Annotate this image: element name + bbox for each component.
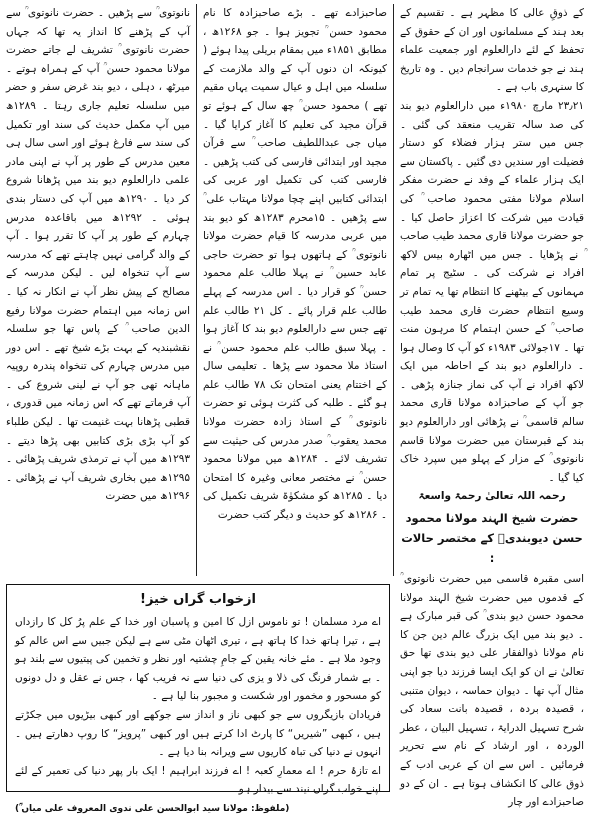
- dua-line: رحمہ اللہ تعالیٰ رحمۃ واسعۃ: [418, 490, 566, 503]
- quote-paragraph: اے تازۂ حرم ! اے معمارِ کعبہ ! اے فرزند ابراہیم ! ایک بار پھر دنیا کی تعمیر کے لئے اپنے خواب گراں نیند سے بیدار ہو ۔: [15, 764, 381, 796]
- column-divider: [196, 4, 197, 576]
- paragraph: صاحبزادے تھے ۔ بڑے صاحبزادہ کا نام محمود حسن ؒ تجویز ہوا ۔ جو ۱۲۶۸ھ ، مطابق ۱۸۵۱ء میں بمقام بریلی پیدا ہوئے ( کیونکہ ان دنوں آپ کے والد ملازمت کے سلسلہ میں اہل و عیال سمیت یہاں مقیم تھے ) محمود حسن ؒ چھ سال کے ہوئے تو قرآن مجید کی تعلیم کا آغاز کرایا گیا ۔ میاں جی عبداللطیف صاحب ؒ سے قرآن مجید اور ابتدائی فارسی کی کتب پڑھیں ۔ فارسی کتب کی تکمیل اور عربی کی ابتدائی کتابیں اپنے چچا مولانا مہتاب علی ؒ سے پڑھیں ۔ ۱۵محرم ۱۲۸۳ھ کو دیو بند میں عربی مدرسہ کا قیام حضرت مولانا نانوتوی ؒ کے ہاتھوں ہوا تو حضرت حاجی عابد حسین ؒ نے پہلا طالب علم محمود حسن ؒ کو قرار دیا ۔ اس مدرسہ کے پہلے طالب علم قرار پائے ۔ کل ۲۱ طالب علم تھے جس سے دارالعلوم دیو بند کا آغاز ہوا ۔ پہلا سبق طالب علم محمود حسن ؒ نے استاذ ملا محمود سے پڑھا ۔ تعلیمی سال کے اختتام یعنی امتحان تک ۷۸ طالب علم ہو گئے ۔ طلبہ کی کثرت ہوئی تو حضرت نانوتوی ؒ کے استاذ زادہ حضرت مولانا محمد یعقوب ؒ صدر مدرس کی حیثیت سے تشریف لائے ۔ ۱۲۸۴ھ میں مولانا محمود حسن ؒ نے مختصر معانی وغیرہ کا امتحان دیا ۔ ۱۲۸۵ھ کو مشکوٰۃ شریف تکمیل کی ۔ ۱۲۸۶ھ کو حدیث و دیگر کتب حضرت: [203, 7, 387, 522]
- quote-box-title: ازخواب گراں خیز!: [140, 592, 256, 607]
- column-divider: [393, 4, 394, 576]
- quote-paragraph: اے مرد مسلمان ! تو ناموس ازل کا امین و پاسبان اور خدا کے علم پرُ کل کا رازداں ہے ، تیرا ہاتھ خدا کا ہاتھ ہے ، تیری اٹھان مٹی سے ہے لیکن جبیں سے اس عالم کو وجود ملا ہے ۔ مئے خانہ یقین کے جامِ چشتیہ اور نظر و تخمین کی پیتیوں سے بلند ہو ۔ بے شمار فرنگ کی ذلا و یزی کی دنیا سے نہ فریب کھا ، جس نے عقل و دل دونوں کو مسحور و مخمور اور شکست و مجبور بنا لیا ہے ۔: [15, 616, 381, 703]
- column-middle: [203, 4, 387, 576]
- column-right: [399, 4, 584, 809]
- paragraph: ۲۳٫۲۱ مارچ ۱۹۸۰ء میں دارالعلوم دیو بند کی صد سالہ تقریب منعقد کی گئی ۔ جس میں ستر ہزار فضلاء کو دستار فضیلت اور سندیں دی گئیں ۔ پاکستان سے ایک ہزار علماء کے وفد نے حضرت مفکر اسلام مولانا مفتی محمود صاحب ؒ کی قیادت میں شرکت کا اعزاز حاصل کیا ۔ جو حضرت مولانا قاری محمد طیب صاحب ؒ نے پڑھایا ۔ جس میں اٹھارہ بیس لاکھ افراد نے شرکت کی ۔ سٹیج پر تمام مہمانوں کے بیٹھنے کا انتظام تھا یہ تمام تر وسیع انتظام حضرت قاری محمد طیب صاحب ؒ کے حسن اہتمام کا مرہون منت تھا ۔ ۱۷جولائی ۱۹۸۳ء کو آپ کا وصال ہوا ۔ دارالعلوم دیو بند کے احاطہ میں ایک لاکھ افراد نے آپ کی نماز جنازہ پڑھی ۔ جو آپ کے صاحبزادہ مولانا قاری محمد سالم قاسمی ؒ نے پڑھائی اور دارالعلوم دیو بند کے قبرستان میں حضرت مولانا قاسم نانوتوی ؒ کے مزار کے پہلو میں سپرد خاک کیا گیا ۔: [400, 99, 584, 484]
- quote-paragraph: فریادان بازیگروں سے جو کبھی ناز و انداز سے جوکھے اور کبھی بیڑیوں میں جکڑتے ہیں ، کبھی ”شیریں“ کا پارٹ ادا کرتے ہیں اور کبھی ”پرویز“ کا روپ دھارتے ہیں ۔ انہوں نے دنیا کی تباہ کاریوں سے ویرانہ بنا دیا ہے ۔: [15, 708, 381, 759]
- paragraph: نانوتوی ؒ سے پڑھیں ۔ حضرت نانوتوی ؒ سے آپ کے پڑھنے کا انداز یہ تھا کہ جہاں حضرت نانوتوی ؒ تشریف لے جاتے حضرت مولانا محمود حسن ؒ آپ کے ہمراہ ہوتے ۔ میرٹھ ، دہلی ، دیو بند غرض سفر و حضر میں سلسلہ تعلیم جاری رہتا ۔ ۱۲۸۹ھ میں آپ مکمل حدیث کی سند اور تکمیل کی سند سے فارغ ہوئے اور اسی سال ہی معین مدرس کے طور پر آپ نے اپنی مادر علمی دارالعلوم دیو بند میں پڑھانا شروع کر دیا ۔ ۱۲۹۰ھ میں آپ کی دستار بندی ہوئی ۔ ۱۲۹۲ھ میں باقاعدہ مدرس چہارم کے طور پر آپ کا تقرر ہوا ۔ آپ کے والد گرامی نہیں چاہتے تھے کہ مدرسہ سے آپ تنخواہ لیں ۔ لیکن مدرسہ کے مصالح کے پیش نظر آپ نے انکار نہ کیا ۔ اس زمانہ میں اہتمام حضرت مولانا رفیع الدین صاحب ؒ کے پاس تھا جو سلسلہ نقشبندیہ کے بہت بڑے شیخ تھے ۔ اس دور میں مدرس چہارم کی تنخواہ پندرہ روپیہ ماہانہ تھی جو آپ نے لینی شروع کی ۔ آپ فرماتے تھے کہ اس زمانہ میں قدوری ، قطبی پڑھانا بہت غنیمت تھا ۔ لیکن طلباء کو آپ بڑی بڑی کتابیں بھی پڑھا دیتے ۔ ۱۲۹۳ھ میں آپ نے ترمذی شریف پڑھائی ۔ ۱۲۹۵ھ میں بخاری شریف آپ نے پڑھائی ۔ ۱۲۹۶ھ میں حضرت: [6, 7, 190, 503]
- section-heading: حضرت شیخ الہند مولانا محمود حسن دیوبندیؒ کے مختصر حالات :: [401, 511, 583, 566]
- paragraph: کے ذوقِ عالی کا مظہر ہے ۔ تقسیم کے بعد ہند کے مسلمانوں اور ان کے حقوق کے تحفظ کے لئے دارالعلوم اور جمعیت علماء ہند نے جو خدمات سرانجام دیں ۔ وہ تاریخ کا سنہری باب ہے ۔: [399, 7, 584, 94]
- column-left: [6, 4, 190, 576]
- newspaper-page: [6, 4, 584, 814]
- quote-box: [6, 584, 390, 814]
- paragraph: اسی مقبرہ قاسمی میں حضرت نانوتوی ؒ کے قدموں میں حضرت شیخ الہند مولانا محمود حسن دیو بندی ؒ کی قبر مبارک ہے ۔ دیو بند میں ایک بزرگ عالم دین جن کا نام مولانا ذوالفقار علی دیو بندی تھا حق تعالیٰ نے ان کو ایک ایسا فرزند دیا جو اپنی مثال آپ تھا ۔ دیوان حماسہ ، دیوان متنبی ، قصیدہ بردہ ، قصیدہ بانت سعاد کی شرح تسہیل الدرایۃ ، تسہیل البیان ، عطر الوردہ ، اور ارشاد کے نام سے تحریر فرمائیں ۔ اس سے ان کے عربی ادب کے ذوق عالی کا انکشاف ہوتا ہے ۔ ان کے دو صاحبزادے اور چار: [400, 573, 584, 809]
- quote-credit: (ملفوظ: مولانا سید ابوالحسن علی ندوی المعروف علی میاں ؒ): [15, 803, 290, 814]
